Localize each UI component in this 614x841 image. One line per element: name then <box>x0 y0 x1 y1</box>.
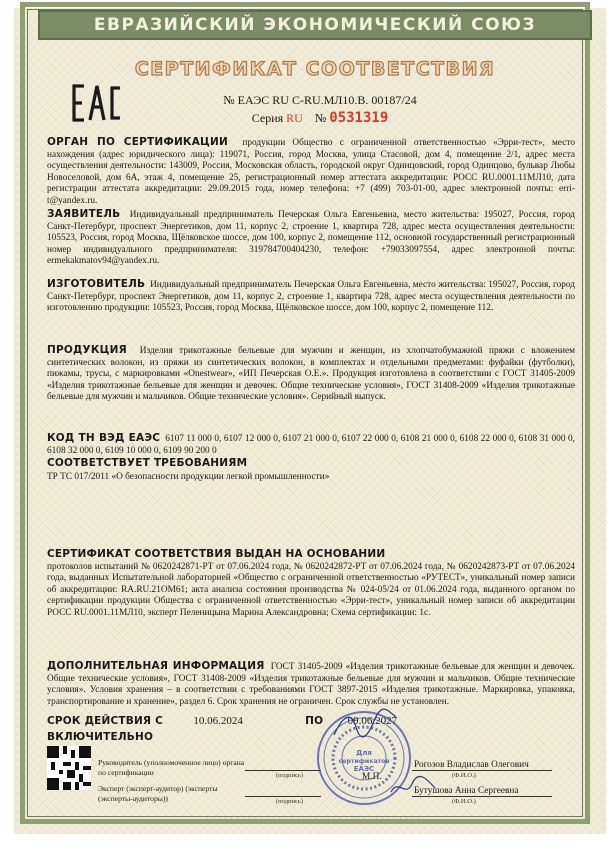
series-line: Серия RU № 0531319 <box>251 110 389 126</box>
expert-signature-line <box>245 796 321 797</box>
product-heading: ПРОДУКЦИЯ <box>47 344 127 356</box>
product-section <box>47 345 575 404</box>
basis-section <box>47 549 575 620</box>
head-name-caption: (Ф.И.О.) <box>452 772 476 779</box>
qr-code <box>47 746 91 790</box>
conforms-section <box>47 458 575 483</box>
applicant-text: Индивидуальный предприниматель Печерская Ольга Евгеньевна, место жительства: 195027, Россия, город Санкт-Петербург, проспект Энергетиков, дом 11, корпус 2, строение 1, квартира 728, адрес места осуществления деятельности: 105523, Россия, город Москва, Щёлковское шоссе, дом 100, корпус 2, помещение 112, основной государственный регистрационный номер индивидуального предпринимателя: 319784700404230, телефон: +79033097554, адрес электронной почты: ermekakmatov94@yandex.ru. <box>47 210 575 267</box>
expert-signatory-name: Бутушова Анна Сергеевна <box>414 786 519 796</box>
handwritten-signature <box>330 705 400 745</box>
valid-from-date: 10.06.2024 <box>193 715 243 727</box>
manufacturer-section <box>47 279 575 315</box>
expert-handwritten-signature <box>388 774 438 800</box>
expert-sig-caption: (подпись) <box>276 798 303 805</box>
head-signatory-label: Руководитель (уполномоченное лицо) органа по сертификации <box>98 758 245 777</box>
certification-body-section <box>47 137 575 208</box>
eac-logo <box>70 80 124 126</box>
conforms-heading: СООТВЕТСТВУЕТ ТРЕБОВАНИЯМ <box>47 457 248 469</box>
head-signatory-name: Рогозов Владислав Олегович <box>414 760 529 770</box>
stamp-line-2: сертификатов <box>338 758 390 765</box>
additional-info-text: ГОСТ 31405-2009 «Изделия трикотажные бельевые для женщин и девочек. Общие технические условия», ГОСТ 31408-2009 «Изделия трикотажные бельевые для мужчин и мальчиков. Общие технические условия». Условия хранения – в соответствии с требованиями ГОСТ 3897-2015 «Изделия трикотажные. Маркировка, упаковка, транспортирование и хранение», раздел 6. Срок хранения не ограничен. Срок службы не установлен. <box>47 662 575 707</box>
basis-text: протоколов испытаний № 0620242871-РТ от 07.06.2024 года, № 0620242872-РТ от 07.06.2024 года, № 0620242873-РТ от 07.06.2024 года, выданных Испытательной лабораторией «Общество с ограниченной ответственностью «РУТЕСТ», уникальный номер записи об аккредитации: RA.RU.21ОМ61; акта анализа состояния производства № 024-05/24 от 01.06.2024 года, выданного органом по сертификации продукции Общества с ограниченной ответственностью «Эрри-тест», уникальный номер записи об аккредитации РОСС RU.0001.11МЛ10, эксперт Пеленицына Марина Александровна; Схема сертификации: 1с. <box>47 561 575 618</box>
tn-ved-section <box>47 433 575 457</box>
bottom-microtext-strip: · · · · · · · · · · · · · · · · · · · · · · · · · · · · · · · · · · · · <box>206 816 420 822</box>
expert-name-caption: (Ф.И.О.) <box>452 798 476 805</box>
applicant-heading: ЗАЯВИТЕЛЬ <box>47 208 121 220</box>
tn-ved-codes: 6107 11 000 0, 6107 12 000 0, 6107 21 000 0, 6107 22 000 0, 6108 21 000 0, 6108 22 000 0, 6108 31 000 0, 6108 32 000 0, 6109 10 000 0, 6109 90 200 0 <box>47 434 575 456</box>
stamp-line-3: ЕАЭС <box>353 765 375 773</box>
additional-info-heading: ДОПОЛНИТЕЛЬНАЯ ИНФОРМАЦИЯ <box>47 660 265 672</box>
head-sig-caption: (подпись) <box>276 772 303 779</box>
certification-body-text: продукции Общество с ограниченной ответственностью «Эрри-тест», место нахождения (адрес юридического лица): 119071, Россия, город Москва, улица Стасовой, дом 4, помещение 2/1, адрес места осуществления деятельности: 143009, Россия, Московская область, городской округ Одинцовский, город Одинцово, бульвар Любы Новоселовой, дом 6А, этаж 4, помещение 25, регистрационный номер аттестата аккредитации: РОСС RU.0001.11МЛ10, дата регистрации аттестата аккредитации: 29.09.2015 года, номер телефона: +7 (499) 703-01-00, адрес электронной почты: erri-t@yandex.ru. <box>47 138 575 206</box>
basis-heading: СЕРТИФИКАТ СООТВЕТСТВИЯ ВЫДАН НА ОСНОВАНИИ <box>47 548 386 560</box>
certificate-title: СЕРТИФИКАТ СООТВЕТСТВИЯ <box>134 58 496 80</box>
head-name-line <box>412 770 552 771</box>
validity-line: СРОК ДЕЙСТВИЯ С 10.06.2024 ПО 09.06.2027 <box>47 715 398 727</box>
product-text: Изделия трикотажные бельевые для мужчин и женщин, из хлопчатобумажной пряжи с вложением синтетических волокон, из пряжи из синтетических волокон, в комплектах и отдельными предметами: фуфайки (футболки), пижамы, трусы, с маркировками «Onestwear», «ИП Печерская О.Е.». Продукция изготовлена в соответствии с ГОСТ 31405-2009 «Изделия трикотажные бельевые для женщин и девочек. Общие технические условия», ГОСТ 31408-2009 «Изделия трикотажные бельевые для мужчин и мальчиков. Общие технические условия». Серийный выпуск. <box>47 346 575 403</box>
conforms-text: ТР ТС 017/2011 «О безопасности продукции легкой промышленности» <box>47 471 330 482</box>
seal-mark: М.П. <box>362 772 382 782</box>
applicant-section <box>47 209 575 268</box>
union-banner: ЕВРАЗИЙСКИЙ ЭКОНОМИЧЕСКИЙ СОЮЗ <box>38 10 592 40</box>
additional-info-section <box>47 661 575 708</box>
manufacturer-text: Индивидуальный предприниматель Печерская Ольга Евгеньевна, место жительства: 195027, Россия, город Санкт-Петербург, проспект Энергетиков, дом 11, корпус 2, строение 1, квартира 728, адрес места осуществления деятельности по изготовлению продукции: 105523, Россия, город Москва, Щёлковское шоссе, дом 100, корпус 2, помещение 112. <box>47 280 575 314</box>
expert-signatory-label: Эксперт (эксперт-аудитор) (эксперты (эксперты-аудиторы)) <box>98 784 218 803</box>
stamp-line-1: Для <box>356 749 372 757</box>
head-signature-line <box>245 770 321 771</box>
registration-number: № ЕАЭС RU C-RU.МЛ10.В. 00187/24 <box>223 93 417 107</box>
manufacturer-heading: ИЗГОТОВИТЕЛЬ <box>47 278 146 290</box>
certification-body-heading: ОРГАН ПО СЕРТИФИКАЦИИ <box>47 136 228 148</box>
valid-to-date: 09.06.2027 <box>347 715 398 727</box>
tn-ved-heading: КОД ТН ВЭД ЕАЭС <box>47 432 161 444</box>
inclusive-label: ВКЛЮЧИТЕЛЬНО <box>47 731 154 743</box>
